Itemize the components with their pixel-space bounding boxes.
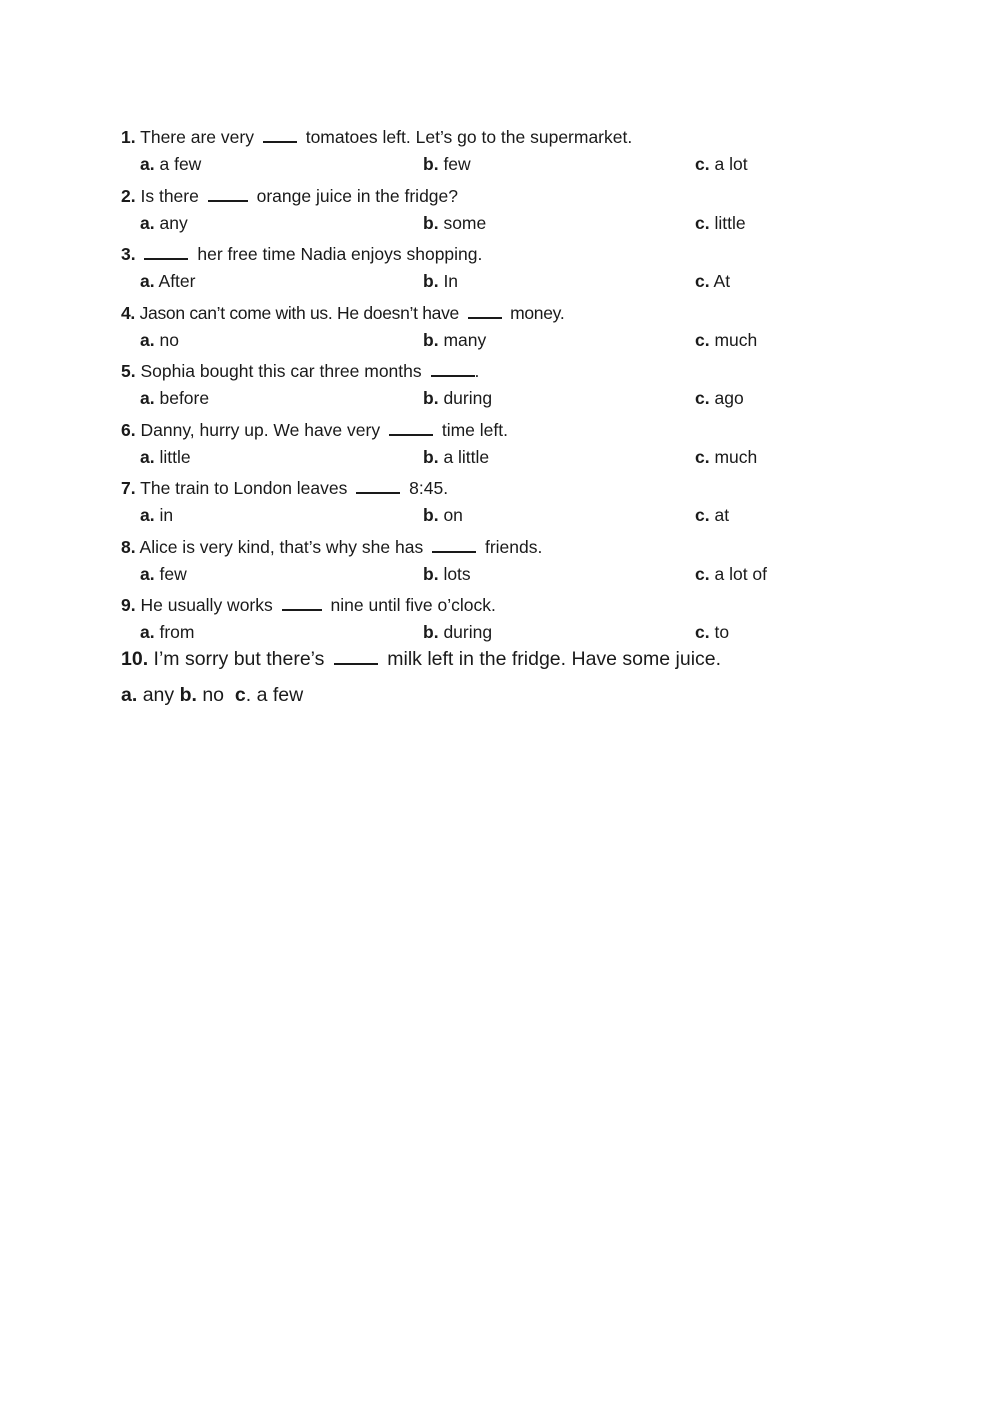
question-text — [121, 183, 458, 209]
option-c[interactable]: c. At — [695, 271, 731, 291]
answer-blank — [356, 478, 400, 494]
option-a[interactable]: a. no — [140, 329, 179, 350]
option-b[interactable]: b. during — [423, 622, 493, 642]
answer-blank — [334, 647, 378, 665]
option-b[interactable]: b. some — [423, 212, 487, 233]
option-a[interactable]: a. before — [140, 388, 210, 408]
option-b[interactable]: b. on — [423, 505, 463, 525]
option-b[interactable]: b. many — [423, 329, 487, 350]
option-c[interactable]: c. much — [695, 446, 758, 467]
option-b[interactable]: b. during — [423, 388, 493, 408]
answer-blank — [431, 361, 475, 377]
question-text — [121, 592, 496, 618]
question-number: 6. — [121, 419, 136, 440]
question-text-after: money. — [510, 302, 565, 323]
question-text-after: . — [474, 361, 480, 381]
question-text-before: I’m sorry but there’s — [153, 648, 325, 670]
question-number: 1. — [121, 127, 136, 147]
answer-blank — [432, 537, 476, 553]
question-text-before: The train to London leaves — [140, 478, 348, 498]
option-c[interactable]: c. a few — [234, 684, 304, 706]
option-c[interactable]: c. a lot of — [695, 563, 768, 584]
question-text-before: Danny, hurry up. We have very — [140, 419, 381, 440]
option-b[interactable]: b. few — [423, 154, 471, 174]
question-5 — [121, 358, 881, 417]
option-a[interactable]: a. little — [140, 446, 191, 467]
question-text-before: Jason can’t come with us. He doesn’t have — [139, 302, 459, 323]
question-text — [121, 358, 479, 384]
option-a[interactable]: a. After — [140, 271, 196, 291]
question-text-before: There are very — [140, 127, 254, 147]
option-c[interactable]: c. little — [695, 212, 746, 233]
question-1 — [121, 124, 881, 183]
question-text-before: He usually works — [140, 595, 273, 615]
options-row — [121, 210, 881, 236]
options-row — [121, 385, 881, 411]
question-text-after: nine until five o’clock. — [330, 595, 496, 615]
answer-blank — [208, 186, 248, 202]
question-9 — [121, 592, 881, 651]
options-row — [121, 268, 881, 294]
question-4 — [121, 300, 881, 359]
question-text-after: milk left in the fridge. Have some juice. — [387, 648, 722, 670]
question-3 — [121, 241, 881, 300]
options-row — [121, 151, 881, 177]
question-text-after: 8:45. — [409, 478, 449, 498]
question-text — [121, 124, 632, 150]
options-row — [121, 502, 881, 528]
question-text-after: orange juice in the fridge? — [256, 185, 458, 206]
question-number: 9. — [121, 595, 136, 615]
answer-blank — [389, 420, 433, 436]
option-c[interactable]: c. at — [695, 505, 730, 525]
options-row — [121, 444, 881, 470]
option-b[interactable]: b. In — [423, 271, 459, 291]
question-number: 4. — [121, 302, 135, 323]
option-a[interactable]: a. any — [140, 212, 188, 233]
question-8 — [121, 534, 881, 593]
question-10-options — [121, 681, 303, 709]
answer-blank — [282, 595, 322, 611]
question-text-after: time left. — [441, 419, 508, 440]
option-a[interactable]: a. a few — [140, 154, 202, 174]
options-row — [121, 327, 881, 353]
question-text — [121, 475, 448, 501]
question-2 — [121, 183, 881, 242]
question-text-before: Alice is very kind, that’s why she has — [139, 536, 424, 557]
question-number: 2. — [121, 185, 136, 206]
question-text-before: Is there — [140, 185, 199, 206]
question-10 — [121, 645, 721, 673]
option-b[interactable]: b. a little — [423, 446, 490, 467]
question-6 — [121, 417, 881, 476]
question-text-after: tomatoes left. Let’s go to the supermarket. — [305, 127, 633, 147]
question-text — [121, 534, 542, 560]
question-number: 5. — [121, 361, 136, 381]
answer-blank — [468, 303, 502, 319]
question-text-before: Sophia bought this car three months — [140, 361, 422, 381]
option-c[interactable]: c. ago — [695, 388, 744, 408]
question-number: 7. — [121, 478, 136, 498]
option-b[interactable]: b. no — [179, 684, 225, 706]
question-text-after: friends. — [484, 536, 543, 557]
options-row — [121, 561, 881, 587]
question-7 — [121, 475, 881, 534]
option-c[interactable]: c. much — [695, 329, 758, 350]
question-text — [121, 417, 508, 443]
option-c[interactable]: c. a lot — [695, 154, 748, 174]
options-row — [121, 619, 881, 645]
question-text — [121, 300, 564, 326]
answer-blank — [263, 127, 297, 143]
option-a[interactable]: a. few — [140, 563, 187, 584]
question-text — [121, 241, 482, 267]
question-number: 10. — [121, 648, 149, 670]
option-c[interactable]: c. to — [695, 622, 730, 642]
question-text-after: her free time Nadia enjoys shopping. — [197, 244, 483, 264]
worksheet — [121, 124, 881, 651]
option-a[interactable]: a. from — [140, 622, 195, 642]
option-a[interactable]: a. any — [121, 684, 175, 706]
option-a[interactable]: a. in — [140, 505, 174, 525]
option-b[interactable]: b. lots — [423, 563, 471, 584]
question-number: 8. — [121, 536, 136, 557]
question-number: 3. — [121, 244, 136, 264]
answer-blank — [144, 244, 188, 260]
